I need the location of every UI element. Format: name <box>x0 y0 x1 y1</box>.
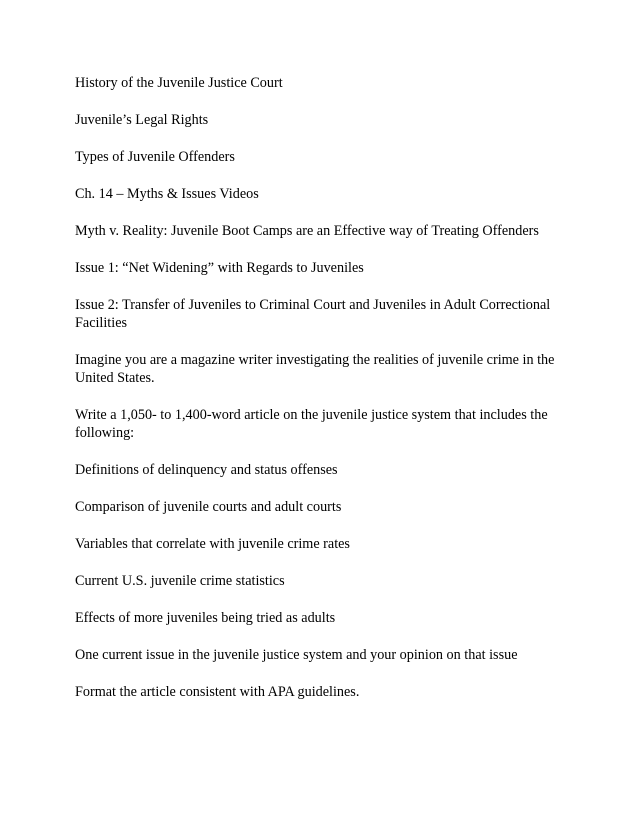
paragraph-format: Format the article consistent with APA guidelines. <box>75 684 360 700</box>
paragraph-imagine: Imagine you are a magazine writer investigating the realities of juvenile crime in the United States. <box>75 352 555 386</box>
paragraph-comparison: Comparison of juvenile courts and adult courts <box>75 499 342 515</box>
paragraph-offender-types: Types of Juvenile Offenders <box>75 149 235 165</box>
paragraph-current-issue: One current issue in the juvenile justice system and your opinion on that issue <box>75 647 518 663</box>
paragraph-effects: Effects of more juveniles being tried as adults <box>75 610 336 626</box>
paragraph-issue-1: Issue 1: “Net Widening” with Regards to Juveniles <box>75 260 364 276</box>
paragraph-history: History of the Juvenile Justice Court <box>75 75 283 91</box>
paragraph-issue-2: Issue 2: Transfer of Juveniles to Criminal Court and Juveniles in Adult Correctional Facilities <box>75 297 551 331</box>
paragraph-myth-reality: Myth v. Reality: Juvenile Boot Camps are an Effective way of Treating Offenders <box>75 223 539 239</box>
paragraph-videos: Ch. 14 – Myths & Issues Videos <box>75 186 259 202</box>
paragraph-legal-rights: Juvenile’s Legal Rights <box>75 112 209 128</box>
paragraph-statistics: Current U.S. juvenile crime statistics <box>75 573 285 589</box>
paragraph-variables: Variables that correlate with juvenile crime rates <box>75 536 350 552</box>
document-body <box>75 74 575 701</box>
paragraph-definitions: Definitions of delinquency and status offenses <box>75 462 338 478</box>
paragraph-assignment: Write a 1,050- to 1,400-word article on the juvenile justice system that includes the following: <box>75 407 548 441</box>
